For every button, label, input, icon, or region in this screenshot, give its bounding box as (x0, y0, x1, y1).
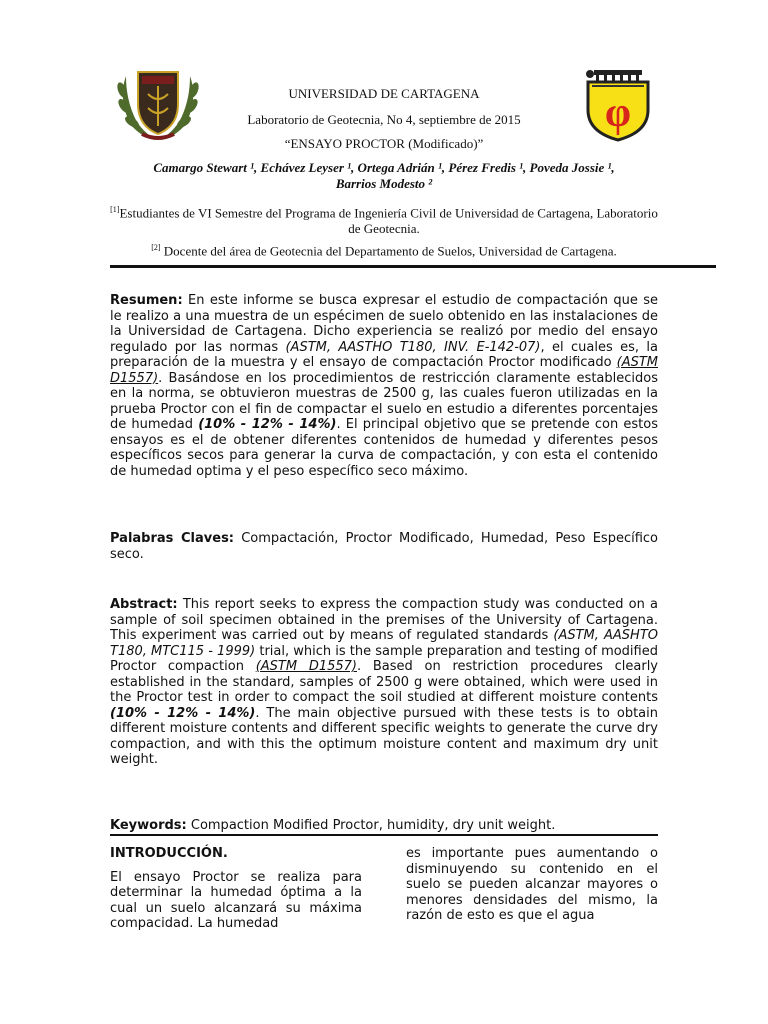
resumen-paragraph (110, 293, 658, 479)
lab-line: Laboratorio de Geotecnia, No 4, septiembre de 2015 (247, 112, 521, 127)
abstract-paragraph (110, 597, 658, 768)
resumen-ref-2: (ASTM D1557) (110, 355, 658, 386)
palabras-claves-paragraph (110, 531, 658, 562)
keywords-paragraph (110, 818, 658, 834)
university-crest-logo (112, 64, 204, 144)
affiliation-mark-2: [2] (151, 243, 161, 252)
intro-left-text: El ensayo Proctor se realiza para determinar la humedad óptima a la cual un suelo alcanzará su máxima compacidad. La humedad (110, 869, 362, 931)
intro-right-column (406, 846, 658, 924)
resumen-text-3: . Basándose en los procedimientos de restricción claramente establecidos en la norma, se obtuvieron muestras de 2500 g, las cuales fueron utilizadas en la prueba Proctor con el fin de compactar el suelo en estudio a diferentes porcentajes de humedad (110, 370, 658, 432)
keywords-text: Compaction Modified Proctor, humidity, dry unit weight. (186, 818, 556, 833)
abstract-divider (110, 834, 658, 836)
abstract-text-3: . Based on restriction procedures clearly established in the standard, samples of 2500 g were obtained, which were used in the Proctor test in order to compact the soil studied at different moisture contents (110, 659, 658, 705)
keywords-label: Keywords: (110, 818, 187, 833)
abstract-moisture-range: (10% - 12% - 14%) (110, 705, 256, 721)
header-divider (110, 265, 716, 268)
abstract-text-4: . The main objective pursued with these tests is to obtain different moisture contents and different specific weights to generate the curve dry compaction, and with this the optimum moisture content and maximum dry unit weight. (110, 705, 658, 767)
abstract-ref-1: (ASTM, AASHTO T180, MTC115 - 1999) (110, 628, 658, 659)
resumen-ref-1: (ASTM, AASTHO T180, INV. E-142-07) (285, 339, 541, 355)
logo-crown-icon (586, 70, 642, 81)
affiliation-teacher (110, 240, 658, 259)
affiliation-mark-1: [1] (110, 205, 120, 214)
abstract-text-1: This report seeks to express the compaction study was conducted on a sample of soil specimen obtained in the premises of the University of Cartagena. This experiment was carried out by means of regulated standards (110, 597, 658, 643)
resumen-text-1: En este informe se busca expresar el estudio de compactación que se le realizo a una muestra de un espécimen de suelo obtenido en las instalaciones de la Universidad de Cartagena. Dicho experiencia se realizó por medio del ensayo regulado por las normas (110, 293, 658, 355)
authors-line-2: Barrios Modesto ² (335, 176, 433, 191)
resumen-text-4: . El principal objetivo que se pretende con estos ensayos es el de obtener diferentes contenidos de humedad y diferentes pesos específicos secos para generar la curva de compactación, y con esta el contenido de humedad optima y el peso específico seco máximo. (110, 417, 658, 479)
resumen-moisture-range: (10% - 12% - 14%) (198, 417, 337, 432)
affiliation-students (110, 202, 658, 237)
affiliation-text-1: Estudiantes de VI Semestre del Programa de Ingeniería Civil de Universidad de Cartagena, Laboratorio de Geotecnia. (119, 205, 658, 237)
abstract-ref-2: (ASTM D1557) (255, 659, 357, 674)
civil-engineering-logo (580, 66, 656, 142)
intro-heading: INTRODUCCIÓN. (110, 846, 228, 861)
report-title: “ENSAYO PROCTOR (Modificado)” (284, 136, 484, 151)
intro-right-text: es importante pues aumentando o disminuyendo su contenido en el suelo se pueden alcanzar mayores o menores densidades del mismo, la razón de esto es que el agua (406, 846, 658, 923)
affiliation-text-2: Docente del área de Geotecnia del Departamento de Suelos, Universidad de Cartagena. (160, 243, 617, 259)
authors-line-1: Camargo Stewart ¹, Echávez Leyser ¹, Ortega Adrián ¹, Pérez Fredis ¹, Poveda Jossie ¹, (153, 160, 615, 175)
palabras-text: Compactación, Proctor Modificado, Humedad, Peso Específico seco. (110, 531, 658, 562)
resumen-text-2: , el cuales es, la preparación de la muestra y el ensayo de compactación Proctor modificado (110, 339, 658, 370)
university-name: UNIVERSIDAD DE CARTAGENA (288, 86, 480, 101)
intro-left-column (110, 846, 362, 932)
author-list (110, 160, 658, 192)
resumen-label: Resumen: (110, 293, 183, 308)
phi-icon: φ (604, 90, 632, 136)
abstract-text-2: trial, which is the sample preparation and testing of modified Proctor compaction (110, 643, 658, 674)
abstract-label: Abstract: (110, 597, 178, 612)
palabras-label: Palabras Claves: (110, 531, 235, 546)
